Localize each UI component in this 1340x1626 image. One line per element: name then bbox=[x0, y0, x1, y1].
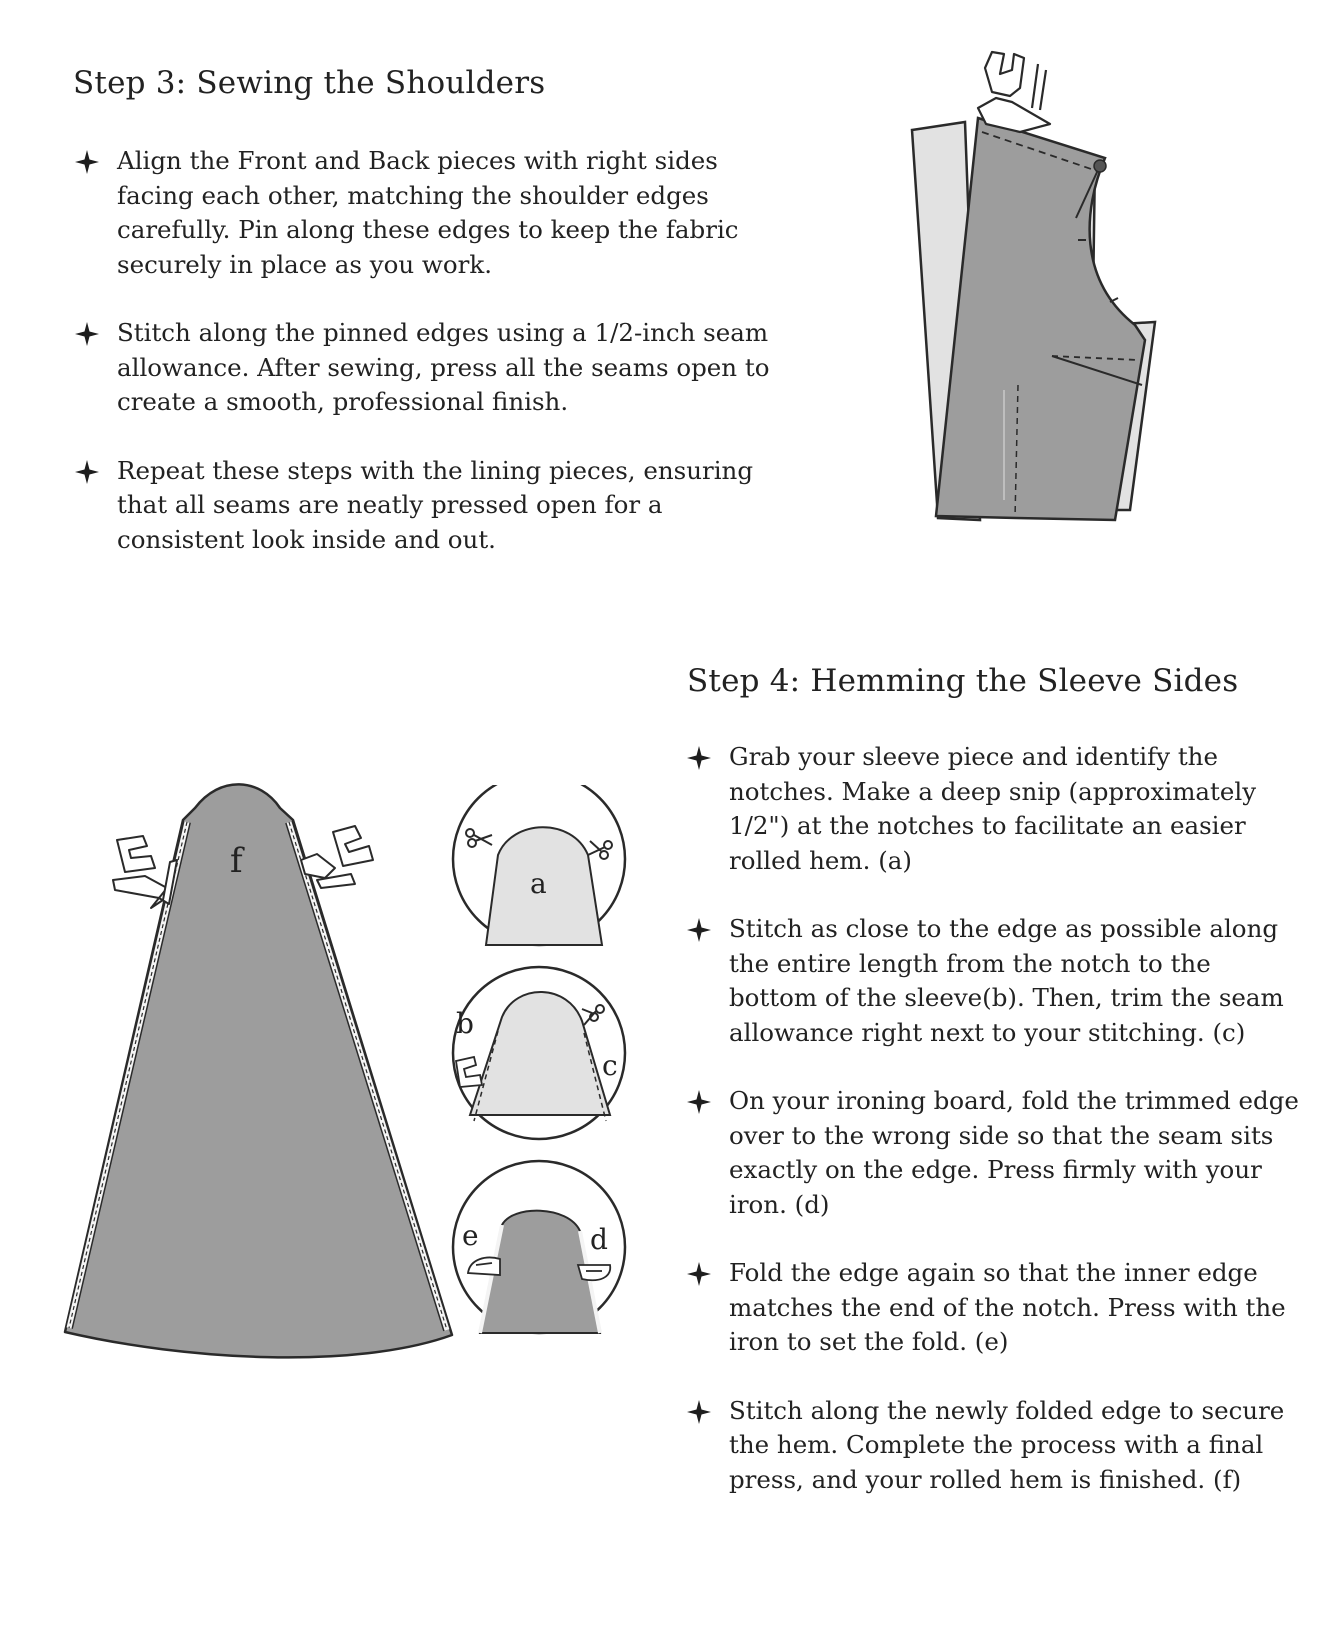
list-item bbox=[73, 144, 793, 282]
four-point-star-icon bbox=[685, 1260, 713, 1288]
four-point-star-icon bbox=[685, 744, 713, 772]
list-item bbox=[685, 1084, 1305, 1222]
step4-title: Step 4: Hemming the Sleeve Sides bbox=[687, 663, 1239, 699]
iron-icon bbox=[578, 1265, 610, 1280]
presser-foot-icon bbox=[978, 52, 1050, 132]
four-point-star-icon bbox=[73, 320, 101, 348]
list-item bbox=[73, 454, 793, 558]
list-item bbox=[685, 912, 1305, 1050]
sleeve-hem-illustration bbox=[55, 780, 475, 1400]
presser-foot-icon bbox=[113, 836, 177, 908]
list-item bbox=[685, 740, 1305, 878]
list-item bbox=[685, 1394, 1305, 1498]
instruction-text: Align the Front and Back pieces with right sides facing each other, matching the shoulder edges carefully. Pin along these edges to keep the fabric securely in place as you work. bbox=[117, 146, 739, 279]
detail-label-b: b bbox=[456, 1007, 474, 1040]
instruction-text: Repeat these steps with the lining pieces, ensuring that all seams are neatly pressed open for a consistent look inside and out. bbox=[117, 455, 754, 554]
detail-bc bbox=[453, 967, 625, 1139]
instruction-text: Stitch along the pinned edges using a 1/2-inch seam allowance. After sewing, press all the seams open to create a smooth, professional finish. bbox=[117, 318, 770, 416]
bodice-shoulder-illustration bbox=[900, 40, 1220, 560]
detail-a bbox=[453, 785, 625, 945]
instruction-text: On your ironing board, fold the trimmed edge over to the wrong side so that the seam sits exactly on the edge. Press firmly with your iron. (d) bbox=[729, 1086, 1299, 1219]
step3-title: Step 3: Sewing the Shoulders bbox=[73, 65, 546, 101]
four-point-star-icon bbox=[73, 148, 101, 176]
step4-instructions bbox=[685, 740, 1305, 1531]
instruction-text: Stitch along the newly folded edge to secure the hem. Complete the process with a final press, and your rolled hem is finished. (f) bbox=[729, 1395, 1285, 1494]
list-item bbox=[685, 1256, 1305, 1360]
instruction-text: Stitch as close to the edge as possible along the entire length from the notch to the bottom of the sleeve(b). Then, trim the seam allowance right next to your stitching. (c) bbox=[729, 914, 1284, 1047]
step3-instructions bbox=[73, 144, 793, 591]
four-point-star-icon bbox=[73, 458, 101, 486]
detail-label-e: e bbox=[462, 1219, 479, 1252]
instruction-text: Grab your sleeve piece and identify the notches. Make a deep snip (approximately 1/2") at the notches to facilitate an easier rolled hem. (a) bbox=[729, 742, 1257, 875]
detail-label-a: a bbox=[530, 867, 547, 900]
four-point-star-icon bbox=[685, 916, 713, 944]
detail-de bbox=[453, 1161, 625, 1333]
list-item bbox=[73, 316, 793, 420]
detail-label-d: d bbox=[590, 1223, 608, 1256]
detail-label-c: c bbox=[602, 1049, 618, 1082]
sleeve-label-f: f bbox=[230, 841, 243, 881]
four-point-star-icon bbox=[685, 1398, 713, 1426]
four-point-star-icon bbox=[685, 1088, 713, 1116]
hem-detail-illustrations bbox=[450, 785, 650, 1365]
instruction-text: Fold the edge again so that the inner edge matches the end of the notch. Press with the iron to set the fold. (e) bbox=[729, 1258, 1286, 1356]
